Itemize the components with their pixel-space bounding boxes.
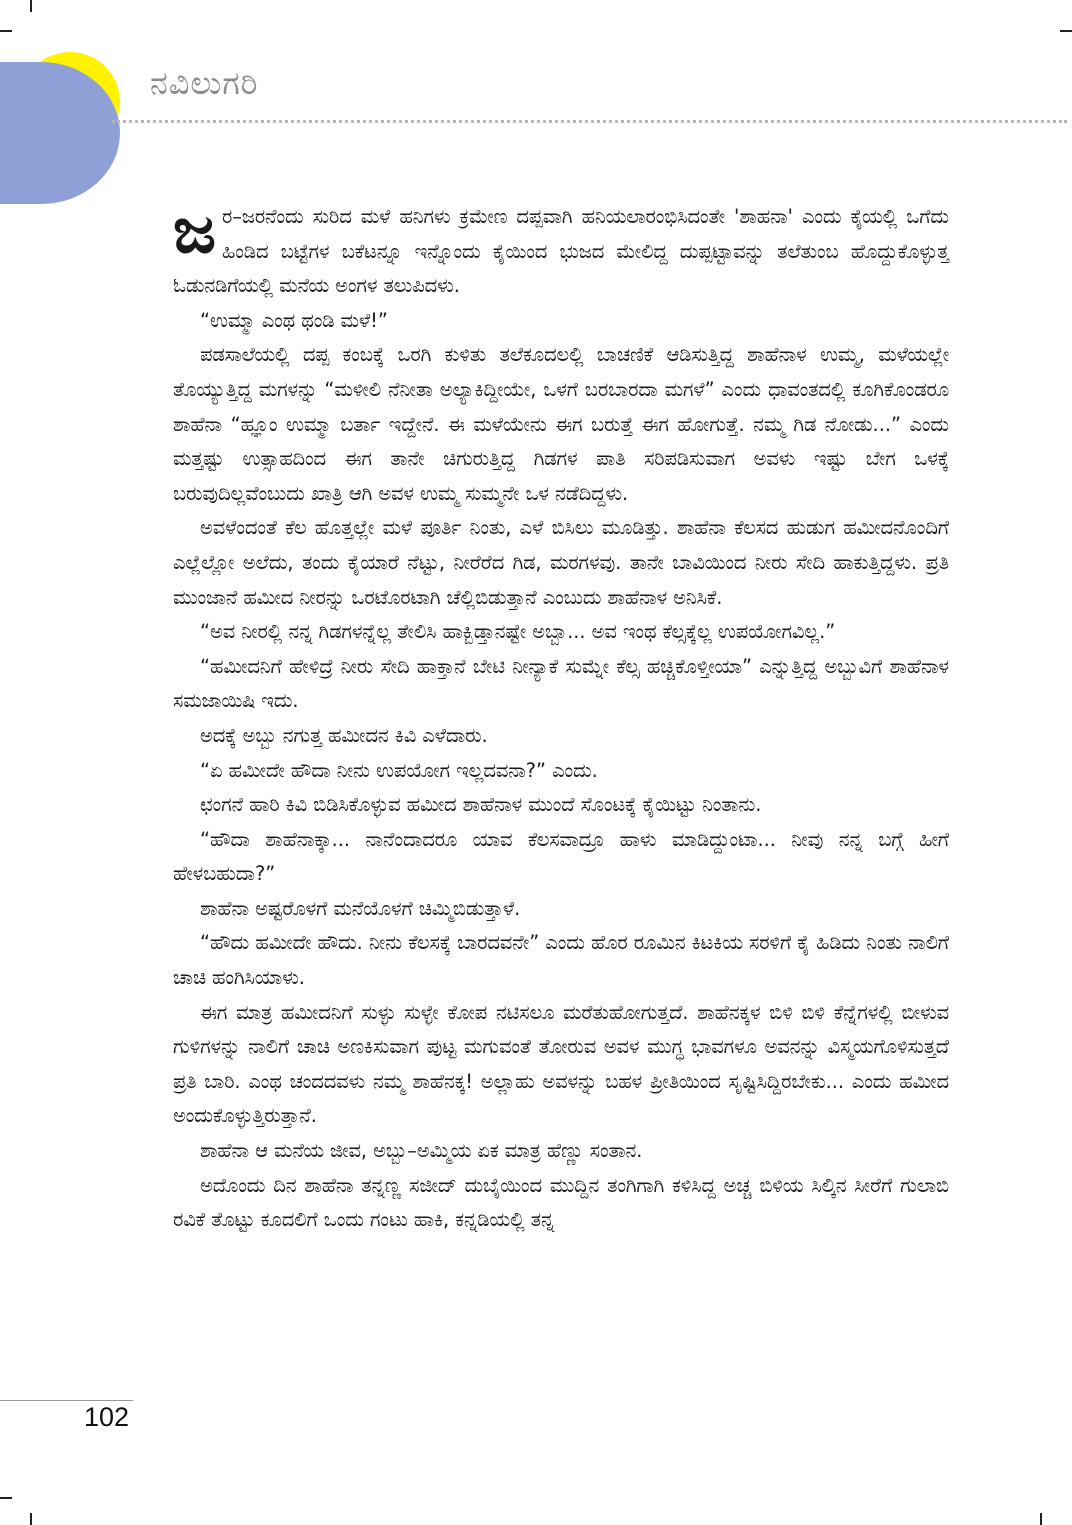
paragraph: “ಹೌದಾ ಶಾಹೆನಾಕ್ಕಾ... ನಾನೆಂದಾದರೂ ಯಾವ ಕೆಲಸವಾದ್ರೂ ಹಾಳು ಮಾಡಿದ್ದುಂಟಾ... ನೀವು ನನ್ನ ಬಗ್ಗೆ ಹೀಗೆ ಹೇಳಬಹುದಾ?” [173, 827, 949, 886]
crop-mark [1060, 30, 1072, 32]
paragraph: ಪಡಸಾಲೆಯಲ್ಲಿ ದಪ್ಪ ಕಂಬಕ್ಕೆ ಒರಗಿ ಕುಳಿತು ತಲೆಕೂದಲಲ್ಲಿ ಬಾಚಣಿಕೆ ಆಡಿಸುತ್ತಿದ್ದ ಶಾಹೆನಾಳ ಉಮ್ಮ, ಮಳೆಯಲ್ಲೇ ತೊಯ್ಯುತ್ತಿದ್ದ ಮಗಳನ್ನು “ಮಳೀಲಿ ನೆನೀತಾ ಅಲ್ಯಾಕಿದ್ದೀಯೇ, ಒಳಗೆ ಬರಬಾರದಾ ಮಗಳೆ” ಎಂದು ಧಾವಂತದಲ್ಲಿ ಕೂಗಿಕೊಂಡರೂ ಶಾಹೆನಾ “ಹ್ಞೂಂ ಉಮ್ಮಾ ಬರ್ತಾ ಇದ್ದೇನೆ. ಈ ಮಳೆಯೇನು ಈಗ ಬರುತ್ತೆ ಈಗ ಹೋಗುತ್ತೆ. ನಮ್ಮ ಗಿಡ ನೋಡು...” ಎಂದು ಮತ್ತಷ್ಟು ಉತ್ಸಾಹದಿಂದ ಈಗ ತಾನೇ ಚಿಗುರುತ್ತಿದ್ದ ಗಿಡಗಳ ಪಾತಿ ಸರಿಪಡಿಸುವಾಗ ಅವಳು ಇಷ್ಟು ಬೇಗ ಒಳಕ್ಕೆ ಬರುವುದಿಲ್ಲವೆಂಬುದು ಖಾತ್ರಿ ಆಗಿ ಅವಳ ಉಮ್ಮ ಸುಮ್ಮನೇ ಒಳ ನಡೆದಿದ್ದಳು. [173, 343, 949, 505]
folio-rule [0, 1400, 133, 1401]
paragraph [173, 194, 949, 304]
paragraph: “ಹೌದು ಹಮೀದೇ ಹೌದು. ನೀನು ಕೆಲಸಕ್ಕೆ ಬಾರದವನೇ” ಎಂದು ಹೊರ ರೂಮಿನ ಕಿಟಕಿಯ ಸರಳಿಗೆ ಕೈ ಹಿಡಿದು ನಿಂತು ನಾಲಿಗೆ ಚಾಚಿ ಹಂಗಿಸಿಯಾಳು. [173, 931, 949, 990]
paragraph: ಶಾಹೆನಾ ಆ ಮನೆಯ ಜೀವ, ಅಬ್ಬು–ಅಮ್ಮಿಯ ಏಕ ಮಾತ್ರ ಹೆಣ್ಣು ಸಂತಾನ. [200, 1139, 643, 1163]
crop-mark [1040, 1513, 1042, 1525]
paragraph: ಈಗ ಮಾತ್ರ ಹಮೀದನಿಗೆ ಸುಳ್ಳು ಸುಳ್ಳೇ ಕೋಪ ನಟಿಸಲೂ ಮರೆತುಹೋಗುತ್ತದೆ. ಶಾಹೆನಕ್ಕಳ ಬಿಳಿ ಬಿಳಿ ಕೆನ್ನೆಗಳಲ್ಲಿ ಬೀಳುವ ಗುಳಿಗಳನ್ನು ನಾಲಿಗೆ ಚಾಚಿ ಅಣಕಿಸುವಾಗ ಪುಟ್ಟ ಮಗುವಂತೆ ತೋರುವ ಅವಳ ಮುಗ್ಧ ಭಾವಗಳೂ ಅವನನ್ನು ವಿಸ್ಮಯಗೊಳಿಸುತ್ತದೆ ಪ್ರತಿ ಬಾರಿ. ಎಂಥ ಚಂದದವಳು ನಮ್ಮ ಶಾಹೆನಕ್ಕ! ಅಲ್ಲಾಹು ಅವಳನ್ನು ಬಹಳ ಪ್ರೀತಿಯಿಂದ ಸೃಷ್ಟಿಸಿದ್ದಿರಬೇಕು... ಎಂದು ಹಮೀದ ಅಂದುಕೊಳ್ಳುತ್ತಿರುತ್ತಾನೆ. [173, 1000, 949, 1128]
paragraph: “ಹಮೀದನಿಗೆ ಹೇಳಿದ್ರೆ ನೀರು ಸೇದಿ ಹಾಕ್ತಾನೆ ಬೇಟಿ ನೀನ್ಯಾಕೆ ಸುಮ್ನೇ ಕೆಲ್ಸ ಹಚ್ಚಿಕೊಳ್ತೀಯಾ” ಎನ್ನುತ್ತಿದ್ದ ಅಬ್ಬುವಿಗೆ ಶಾಹೆನಾಳ ಸಮಜಾಯಿಷಿ ಇದು. [173, 654, 949, 713]
story-body [173, 194, 949, 1238]
paragraph: ಅದಕ್ಕೆ ಅಬ್ಬು ನಗುತ್ತ ಹಮೀದನ ಕಿವಿ ಎಳೆದಾರು. [200, 723, 488, 747]
drop-cap: ಜ [173, 194, 217, 268]
page-number: 102 [84, 1402, 130, 1432]
crop-mark [0, 30, 12, 32]
paragraph: ಅದೊಂದು ದಿನ ಶಾಹೆನಾ ತನ್ನಣ್ಣ ಸಜೀದ್ ದುಬೈಯಿಂದ ಮುದ್ದಿನ ತಂಗಿಗಾಗಿ ಕಳಿಸಿದ್ದ ಅಚ್ಚ ಬಿಳಿಯ ಸಿಲ್ಕಿನ ಸೀರೆಗೆ ಗುಲಾಬಿ ರವಿಕೆ ತೊಟ್ಟು ಕೂದಲಿಗೆ ಒಂದು ಗಂಟು ಹಾಕಿ, ಕನ್ನಡಿಯಲ್ಲಿ ತನ್ನ [173, 1173, 949, 1232]
paragraph: ಶಾಹೆನಾ ಅಷ್ಟರೊಳಗೆ ಮನೆಯೊಳಗೆ ಚಿಮ್ಮಿಬಿಡುತ್ತಾಳೆ. [200, 896, 521, 920]
paragraph-text: ರ–ಜರನೆಂದು ಸುರಿದ ಮಳೆ ಹನಿಗಳು ಕ್ರಮೇಣ ದಪ್ಪವಾಗಿ ಹನಿಯಲಾರಂಭಿಸಿದಂತೇ 'ಶಾಹನಾ' ಎಂದು ಕೈಯಲ್ಲಿ ಒಗೆದು ಹಿಂಡಿದ ಬಟ್ಟೆಗಳ ಬಕೆಟನ್ನೂ ಇನ್ನೊಂದು ಕೈಯಿಂದ ಭುಜದ ಮೇಲಿದ್ದ ದುಪ್ಪಟ್ಟಾವನ್ನು ತಲೆತುಂಬ ಹೊದ್ದುಕೊಳ್ಳುತ್ತ ಓಡುನಡಿಗೆಯಲ್ಲಿ ಮನೆಯ ಅಂಗಳ ತಲುಪಿದಳು. [173, 205, 949, 298]
header-dotted-rule [112, 120, 1067, 123]
paragraph: “ಅವ ನೀರಲ್ಲಿ ನನ್ನ ಗಿಡಗಳನ್ನೆಲ್ಲ ತೇಲಿಸಿ ಹಾಕ್ಬಿಡ್ತಾನಷ್ಟೇ ಅಬ್ಬಾ... ಅವ ಇಂಥ ಕೆಲ್ಸಕ್ಕೆಲ್ಲ ಉಪಯೋಗವಿಲ್ಲ.” [200, 620, 836, 644]
paragraph: ಛಂಗನೆ ಹಾರಿ ಕಿವಿ ಬಿಡಿಸಿಕೊಳ್ಳುವ ಹಮೀದ ಶಾಹೆನಾಳ ಮುಂದೆ ಸೊಂಟಕ್ಕೆ ಕೈಯಿಟ್ಟು ನಿಂತಾನು. [200, 793, 762, 817]
crop-mark [30, 1513, 32, 1525]
running-title: ನವಿಲುಗರಿ [150, 64, 259, 102]
crop-mark [0, 1497, 12, 1499]
paragraph: ಅವಳೆಂದಂತೆ ಕೆಲ ಹೊತ್ತಲ್ಲೇ ಮಳೆ ಪೂರ್ತಿ ನಿಂತು, ಎಳೆ ಬಿಸಿಲು ಮೂಡಿತ್ತು. ಶಾಹೆನಾ ಕೆಲಸದ ಹುಡುಗ ಹಮೀದನೊಂದಿಗೆ ಎಲ್ಲೆಲ್ಲೋ ಅಲೆದು, ತಂದು ಕೈಯಾರೆ ನೆಟ್ಟು, ನೀರೆರೆದ ಗಿಡ, ಮರಗಳವು. ತಾನೇ ಬಾವಿಯಿಂದ ನೀರು ಸೇದಿ ಹಾಕುತ್ತಿದ್ದಳು. ಪ್ರತಿ ಮುಂಜಾನೆ ಹಮೀದ ನೀರನ್ನು ಒರಟೊರಟಾಗಿ ಚೆಲ್ಲಿಬಿಡುತ್ತಾನೆ ಎಂಬುದು ಶಾಹೆನಾಳ ಅನಿಸಿಕೆ. [173, 516, 949, 609]
paragraph: “ಉಮ್ಮಾ ಎಂಥ ಥಂಡಿ ಮಳೆ!” [200, 308, 388, 332]
crop-mark [30, 0, 32, 12]
paragraph: “ಏ ಹಮೀದೇ ಹೌದಾ ನೀನು ಉಪಯೋಗ ಇಲ್ಲದವನಾ?” ಎಂದು. [200, 758, 598, 782]
